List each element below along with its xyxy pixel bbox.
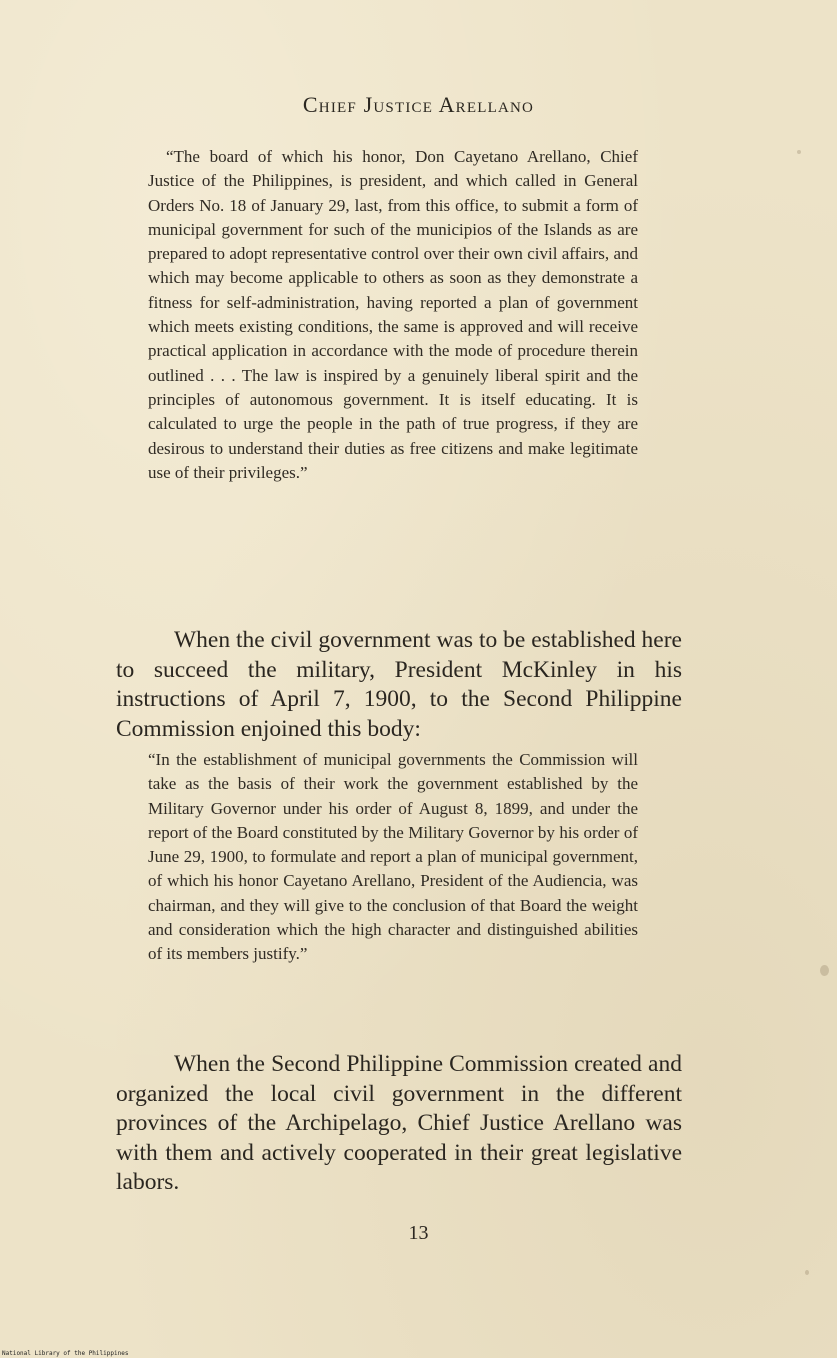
paper-stain	[820, 965, 829, 976]
paper-speck	[805, 1270, 809, 1275]
block-quote-mckinley-instructions: “In the establishment of municipal governments the Commission will take as the basis of their work the government established by the Military Governor under his order of August 8, 1899, and under the report of the Board constituted by the Military Governor by his order of June 29, 1900, to formulate and report a plan of municipal government, of which his honor Cayetano Arellano, President of the Audiencia, was chairman, and they will give to the conclusion of that Board the weight and consideration which the high character and distinguished abilities of its members justify.”	[148, 750, 638, 964]
paper-speck	[797, 150, 801, 154]
library-credit: National Library of the Philippines	[2, 1350, 129, 1357]
paragraph-civil-government: When the civil government was to be established here to succeed the military, President McKinley in his instructions of April 7, 1900, to the Second Philippine Commission enjoined this body:	[116, 627, 682, 742]
running-head: Chief Justice Arellano	[302, 92, 535, 117]
paragraph-second-commission: When the Second Philippine Commission created and organized the local civil government in the different provinces of the Archipelago, Chief Justice Arellano was with them and actively cooperated in their great legislative labors.	[116, 1051, 682, 1196]
block-quote-board-report: “The board of which his honor, Don Cayetano Arellano, Chief Justice of the Philippines, is president, and which called in General Orders No. 18 of January 29, last, from this office, to submit a form of municipal government for such of the municipios of the Islands as are prepared to adopt representative control over their own civil affairs, and which may become applicable to others as soon as they demonstrate a fitness for self-administration, having reported a plan of government which meets existing conditions, the same is approved and will receive practical application in accordance with the mode of procedure therein outlined . . . The law is inspired by a genuinely liberal spirit and the principles of autonomous government. It is itself educating. It is calculated to urge the people in the path of true progress, if they are desirous to understand their duties as free citizens and make legitimate use of their privileges.”	[148, 147, 638, 482]
page-number: 13	[408, 1222, 429, 1244]
